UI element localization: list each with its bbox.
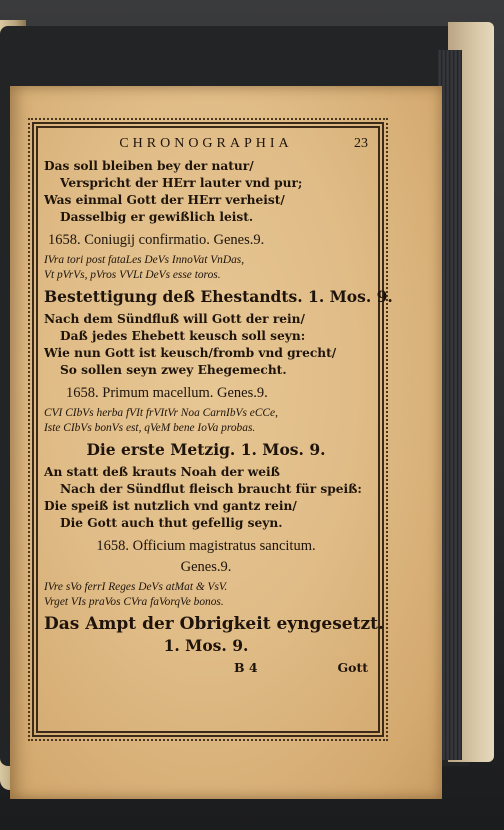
chronicle-caption: 1658. Coniugij confirmatio. Genes.9. xyxy=(48,232,265,248)
page-number: 23 xyxy=(354,136,368,151)
verse-block xyxy=(44,311,368,379)
verse-line: Die Gott auch thut gefellig seyn. xyxy=(60,516,283,530)
verse-line: So sollen seyn zwey Ehegemecht. xyxy=(60,363,287,377)
section-heading-reference: 1. Mos. 9. xyxy=(163,636,249,655)
section-heading: Die erste Metzig. 1. Mos. 9. xyxy=(86,440,326,459)
chronogram xyxy=(44,253,368,283)
chronicle-caption: 1658. Primum macellum. Genes.9. xyxy=(66,385,268,401)
verse-line: Was einmal Gott der HErr verheist/ xyxy=(44,193,285,207)
verse-line: Daß jedes Ehebett keusch soll seyn: xyxy=(60,329,306,343)
verse-line: Nach der Sündflut fleisch braucht für speiß: xyxy=(60,482,362,496)
verse-line: Wie nun Gott ist keusch/fromb vnd grecht/ xyxy=(44,346,337,360)
verse-line: Das soll bleiben bey der natur/ xyxy=(44,159,254,173)
page-text xyxy=(44,136,393,678)
chronogram-line: Vt pVrVs, pVros VVLt DeVs esse toros. xyxy=(44,269,221,281)
running-head xyxy=(44,136,368,158)
chronicle-caption: 1658. Officium magistratus sancitum. xyxy=(96,538,316,554)
chronogram-line: Vrget VIs praVos CVra faVorqVe bonos. xyxy=(44,596,224,608)
verse-block xyxy=(44,464,368,532)
running-head-title: CHRONOGRAPHIA xyxy=(119,136,293,151)
verse-line: Verspricht der HErr lauter vnd pur; xyxy=(60,176,303,190)
chronicle-caption-reference: Genes.9. xyxy=(180,559,232,575)
page-footer xyxy=(44,660,368,678)
chronogram xyxy=(44,580,368,610)
chronogram-line: IVre sVo ferrI Reges DeVs atMat & VsV. xyxy=(44,581,228,593)
signature-mark: B 4 xyxy=(234,660,258,675)
verse-line: Die speiß ist nutzlich vnd gantz rein/ xyxy=(44,499,297,513)
verse-block xyxy=(44,158,368,226)
section-heading: Das Ampt der Obrigkeit eyngesetzt. xyxy=(44,614,384,634)
verse-line: An statt deß krauts Noah der weiß xyxy=(44,465,280,479)
chronogram-line: CVI CIbVs herba fVIt frVItVr Noa CarnIbVs eCCe, xyxy=(44,407,278,419)
chronogram-line: Iste CIbVs bonVs est, qVeM bene IoVa probas. xyxy=(44,422,256,434)
verse-line: Dasselbig er gewißlich leist. xyxy=(60,210,254,224)
chronogram-line: IVra tori post fataLes DeVs InnoVat VnDas, xyxy=(44,254,245,266)
book-page xyxy=(10,86,442,799)
section-heading: Bestettigung deß Ehestandts. 1. Mos. 9. xyxy=(44,287,393,306)
catchword: Gott xyxy=(337,660,368,675)
verse-line: Nach dem Sündfluß will Gott der rein/ xyxy=(44,312,305,326)
chronogram xyxy=(44,406,368,436)
